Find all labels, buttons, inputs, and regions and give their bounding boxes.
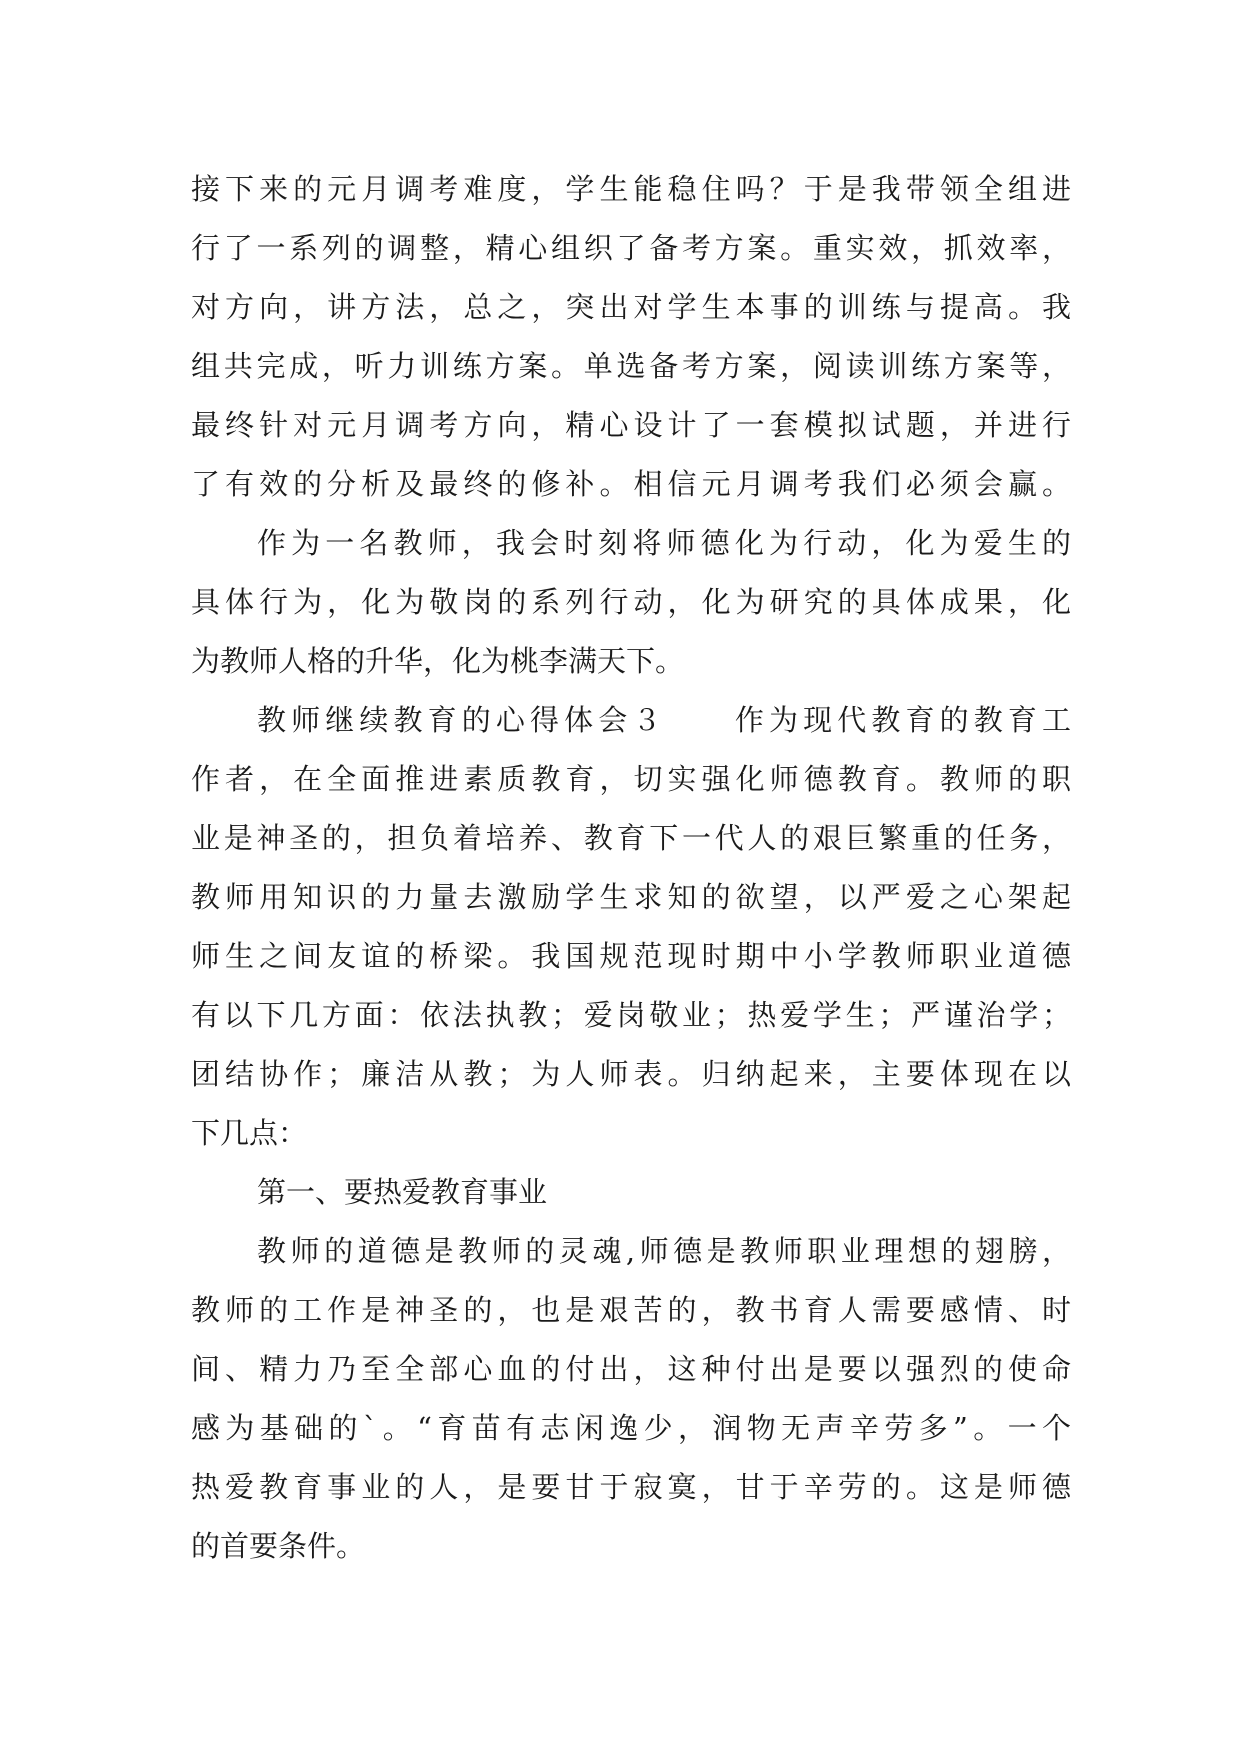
text-line: 有以下几方面：依法执教；爱岗敬业；热爱学生；严谨治学；: [191, 998, 1071, 1032]
text-line: 下几点：: [191, 1116, 308, 1150]
text-line: 行了一系列的调整，精心组织了备考方案。重实效，抓效率，: [191, 231, 1071, 265]
document-body: [191, 160, 1071, 1576]
section-heading: [191, 1163, 1071, 1222]
text-line: 团结协作；廉洁从教；为人师表。归纳起来，主要体现在以: [191, 1057, 1071, 1091]
text-line: 对方向，讲方法，总之，突出对学生本事的训练与提高。我: [191, 290, 1071, 324]
text-line: 为教师人格的升华，化为桃李满天下。: [191, 644, 685, 678]
text-line: 感为基础的`。“育苗有志闲逸少，润物无声辛劳多”。一个: [191, 1411, 1071, 1445]
text-line: 热爱教育事业的人，是要甘于寂寞，甘于辛劳的。这是师德: [191, 1470, 1071, 1504]
text-line: 业是神圣的，担负着培养、教育下一代人的艰巨繁重的任务，: [191, 821, 1071, 855]
text-line: 最终针对元月调考方向，精心设计了一套模拟试题，并进行: [191, 408, 1071, 442]
text-line: 间、精力乃至全部心血的付出，这种付出是要以强烈的使命: [191, 1352, 1071, 1386]
text-line: 了有效的分析及最终的修补。相信元月调考我们必须会赢。: [191, 467, 1071, 501]
text-line: 教师的道德是教师的灵魂,师德是教师职业理想的翅膀，: [257, 1234, 1071, 1268]
text-line: 的首要条件。: [191, 1529, 366, 1563]
heading-text: 第一、要热爱教育事业: [257, 1175, 548, 1209]
paragraph-2: [191, 514, 1071, 691]
text-line: 具体行为，化为敬岗的系列行动，化为研究的具体成果，化: [191, 585, 1071, 619]
paragraph-3: [191, 691, 1071, 1163]
text-line: 教师继续教育的心得体会３ 作为现代教育的教育工: [257, 703, 1071, 737]
text-line: 作者，在全面推进素质教育，切实强化师德教育。教师的职: [191, 762, 1071, 796]
text-line: 教师用知识的力量去激励学生求知的欲望，以严爱之心架起: [191, 880, 1071, 914]
paragraph-1: [191, 160, 1071, 514]
text-line: 作为一名教师，我会时刻将师德化为行动，化为爱生的: [257, 526, 1071, 560]
text-line: 接下来的元月调考难度，学生能稳住吗？于是我带领全组进: [191, 172, 1071, 206]
text-line: 师生之间友谊的桥梁。我国规范现时期中小学教师职业道德: [191, 939, 1071, 973]
text-line: 组共完成，听力训练方案。单选备考方案，阅读训练方案等，: [191, 349, 1071, 383]
text-line: 教师的工作是神圣的，也是艰苦的，教书育人需要感情、时: [191, 1293, 1071, 1327]
paragraph-5: [191, 1222, 1071, 1576]
